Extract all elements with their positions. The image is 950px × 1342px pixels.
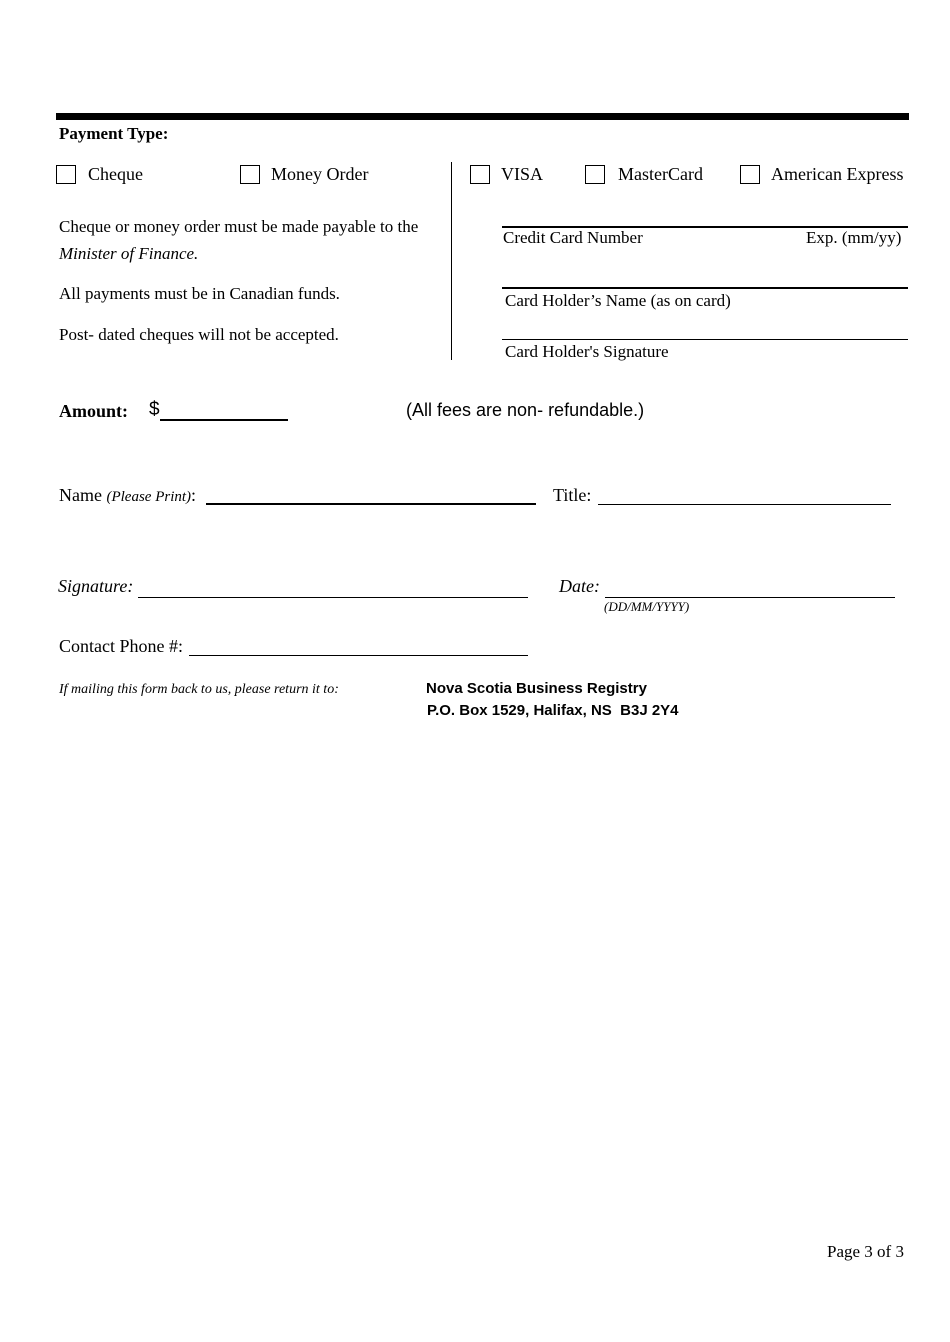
- card-holder-name-line[interactable]: [502, 287, 908, 289]
- payment-type-heading: Payment Type:: [59, 124, 169, 143]
- top-rule: [56, 113, 909, 120]
- cheque-checkbox[interactable]: [56, 165, 76, 184]
- title-input[interactable]: [598, 484, 891, 505]
- contact-phone-input[interactable]: [189, 635, 528, 656]
- signature-input[interactable]: [138, 577, 528, 598]
- amount-label: Amount:: [59, 401, 129, 421]
- mailing-org: Nova Scotia Business Registry: [426, 680, 647, 697]
- date-input[interactable]: [605, 577, 895, 598]
- date-label: Date:: [559, 576, 600, 596]
- card-holder-signature-line[interactable]: [502, 339, 908, 340]
- amex-checkbox[interactable]: [740, 165, 760, 184]
- date-format-hint: (DD/MM/YYYY): [604, 599, 690, 614]
- mailing-address: P.O. Box 1529, Halifax, NS B3J 2Y4: [427, 702, 679, 719]
- title-label: Title:: [553, 485, 592, 505]
- card-holder-signature-label: Card Holder's Signature: [505, 342, 669, 361]
- signature-label: Signature:: [58, 576, 134, 596]
- page-number: Page 3 of 3: [827, 1242, 904, 1261]
- visa-label: VISA: [501, 164, 544, 184]
- amount-input[interactable]: [160, 399, 288, 421]
- column-divider: [451, 162, 452, 360]
- mailing-instruction: If mailing this form back to us, please return it to:: [59, 682, 339, 697]
- amex-label: American Express: [771, 164, 904, 184]
- name-hint: (Please Print): [106, 489, 192, 505]
- name-label: Name (Please Print):: [59, 485, 197, 505]
- payable-note-line1: Cheque or money order must be made payable to the: [59, 217, 419, 236]
- name-input[interactable]: [206, 483, 536, 505]
- mastercard-label: MasterCard: [618, 164, 703, 184]
- visa-checkbox[interactable]: [470, 165, 490, 184]
- post-dated-note: Post- dated cheques will not be accepted.: [59, 325, 339, 344]
- payable-note-line2: Minister of Finance.: [59, 244, 199, 263]
- non-refundable-note: (All fees are non- refundable.): [406, 400, 645, 420]
- money-order-checkbox[interactable]: [240, 165, 260, 184]
- mastercard-checkbox[interactable]: [585, 165, 605, 184]
- contact-phone-label: Contact Phone #:: [59, 636, 183, 656]
- cheque-label: Cheque: [88, 164, 143, 184]
- canadian-funds-note: All payments must be in Canadian funds.: [59, 284, 340, 303]
- money-order-label: Money Order: [271, 164, 369, 184]
- card-number-label: Credit Card Number: [503, 228, 643, 247]
- amount-currency: $: [149, 399, 160, 420]
- card-holder-name-label: Card Holder’s Name (as on card): [505, 291, 731, 310]
- card-exp-label: Exp. (mm/yy): [806, 228, 902, 247]
